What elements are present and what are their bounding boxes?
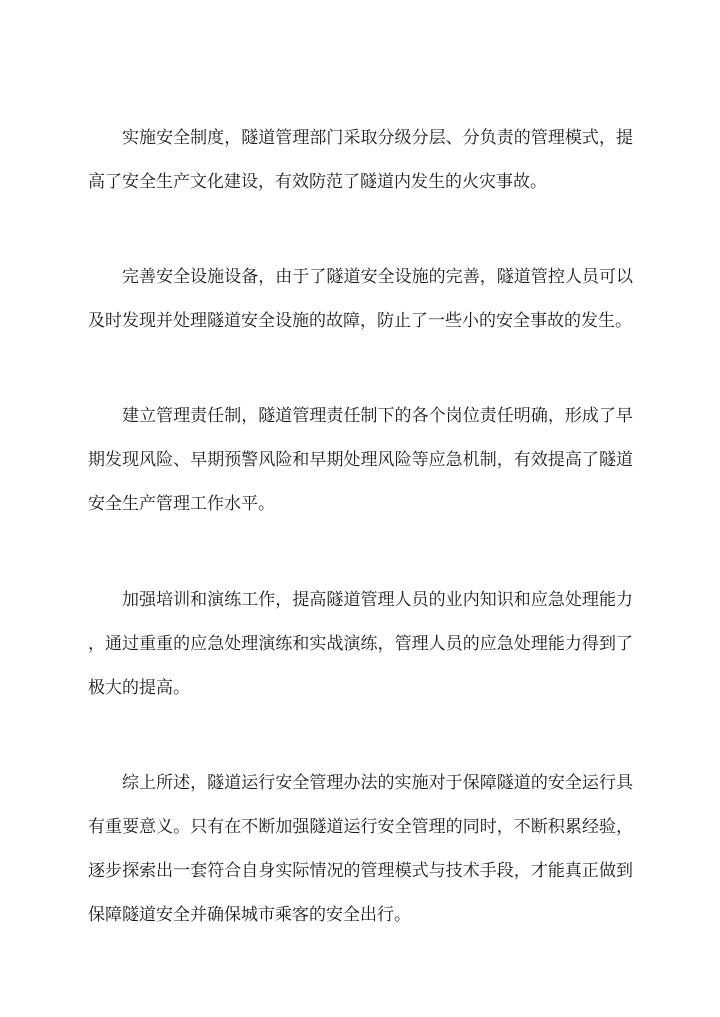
- paragraph-safety-facilities: [88, 262, 633, 350]
- text-line: 极大的提高。: [88, 678, 190, 698]
- text-line: 安全生产管理工作水平。: [88, 494, 275, 514]
- paragraph-responsibility-system: [88, 401, 633, 533]
- text-line: ，通过重重的应急处理演练和实战演练，管理人员的应急处理能力得到了: [88, 634, 633, 654]
- text-line: 综上所述，隧道运行安全管理办法的实施对于保障隧道的安全运行具: [122, 773, 633, 793]
- paragraph-training-drills: [88, 585, 633, 717]
- text-line: 逐步探索出一套符合自身实际情况的管理模式与技术手段，才能真正做到: [88, 861, 633, 881]
- text-line: 加强培训和演练工作，提高隧道管理人员的业内知识和应急处理能力: [122, 590, 633, 610]
- paragraph-safety-system: [88, 123, 633, 211]
- text-line: 保障隧道安全并确保城市乘客的安全出行。: [88, 905, 411, 925]
- text-line: 期发现风险、早期预警风险和早期处理风险等应急机制，有效提高了隧道: [88, 450, 633, 470]
- text-line: 有重要意义。只有在不断加强隧道运行安全管理的同时，不断积累经验，: [88, 817, 633, 837]
- paragraph-conclusion: [88, 768, 633, 944]
- text-line: 建立管理责任制，隧道管理责任制下的各个岗位责任明确，形成了早: [122, 406, 633, 426]
- text-line: 及时发现并处理隧道安全设施的故障，防止了一些小的安全事故的发生。: [88, 311, 632, 331]
- text-line: 实施安全制度，隧道管理部门采取分级分层、分负责的管理模式，提: [122, 128, 633, 148]
- text-line: 完善安全设施设备，由于了隧道安全设施的完善，隧道管控人员可以: [122, 267, 633, 287]
- text-line: 高了安全生产文化建设，有效防范了隧道内发生的火灾事故。: [88, 172, 547, 192]
